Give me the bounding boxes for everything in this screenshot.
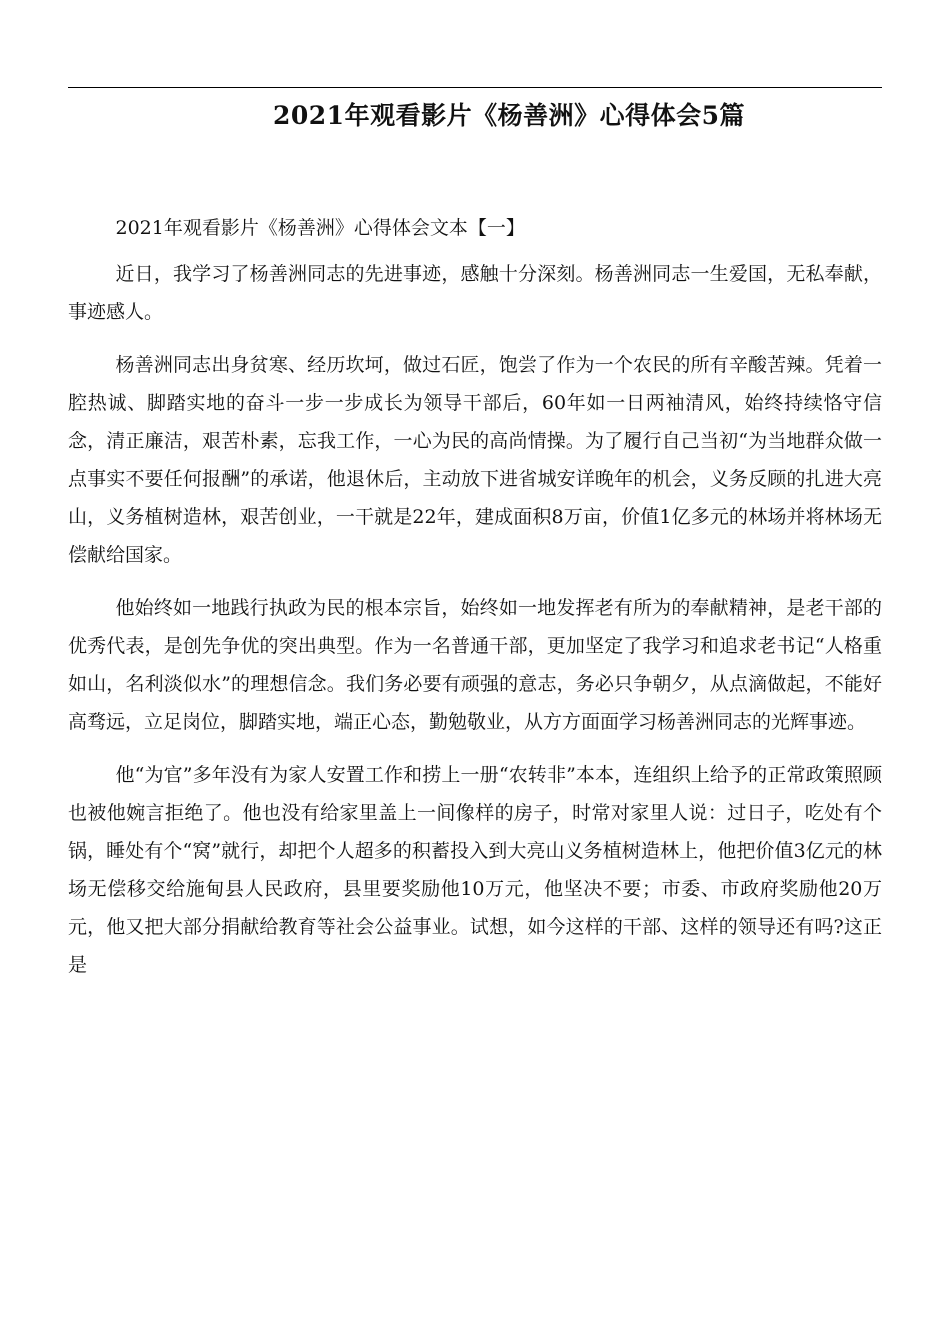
paragraph-3: 他始终如一地践行执政为民的根本宗旨，始终如一地发挥老有所为的奉献精神，是老干部的优秀代表，是创先争优的突出典型。作为一名普通干部，更加坚定了我学习和追求老书记“人格重如山，名利淡似水”的理想信念。我们务必要有顽强的意志，务必只争朝夕，从点滴做起，不能好高骛远，立足岗位，脚踏实地，端正心态，勤勉敬业，从方方面面学习杨善洲同志的光辉事迹。 (68, 597, 882, 733)
header-rule (68, 87, 882, 88)
paragraph-4: 他“为官”多年没有为家人安置工作和捞上一册“农转非”本本，连组织上给予的正常政策照顾也被他婉言拒绝了。他也没有给家里盖上一间像样的房子，时常对家里人说：过日子，吃处有个锅，睡处有个“窝”就行，却把个人超多的积蓄投入到大亮山义务植树造林上，他把价值3亿元的林场无偿移交给施甸县人民政府，县里要奖励他10万元，他坚决不要；市委、市政府奖励他20万元，他又把大部分捐献给教育等社会公益事业。试想，如今这样的干部、这样的领导还有吗?这正是 (68, 764, 882, 976)
paragraph-2: 杨善洲同志出身贫寒、经历坎坷，做过石匠，饱尝了作为一个农民的所有辛酸苦辣。凭着一腔热诚、脚踏实地的奋斗一步一步成长为领导干部后，60年如一日两袖清风，始终持续恪守信念，清正廉洁，艰苦朴素，忘我工作，一心为民的高尚情操。为了履行自己当初“为当地群众做一点事实不要任何报酬”的承诺，他退休后，主动放下进省城安详晚年的机会，义务反顾的扎进大亮山，义务植树造林，艰苦创业，一干就是22年，建成面积8万亩，价值1亿多元的林场并将林场无偿献给国家。 (68, 354, 882, 566)
section-heading: 2021年观看影片《杨善洲》心得体会文本【一】 (115, 217, 525, 239)
document-body (68, 209, 882, 999)
paragraph-1: 近日，我学习了杨善洲同志的先进事迹，感触十分深刻。杨善洲同志一生爱国，无私奉献，事迹感人。 (68, 263, 882, 323)
document-title: 2021年观看影片《杨善洲》心得体会5篇 (273, 101, 745, 130)
